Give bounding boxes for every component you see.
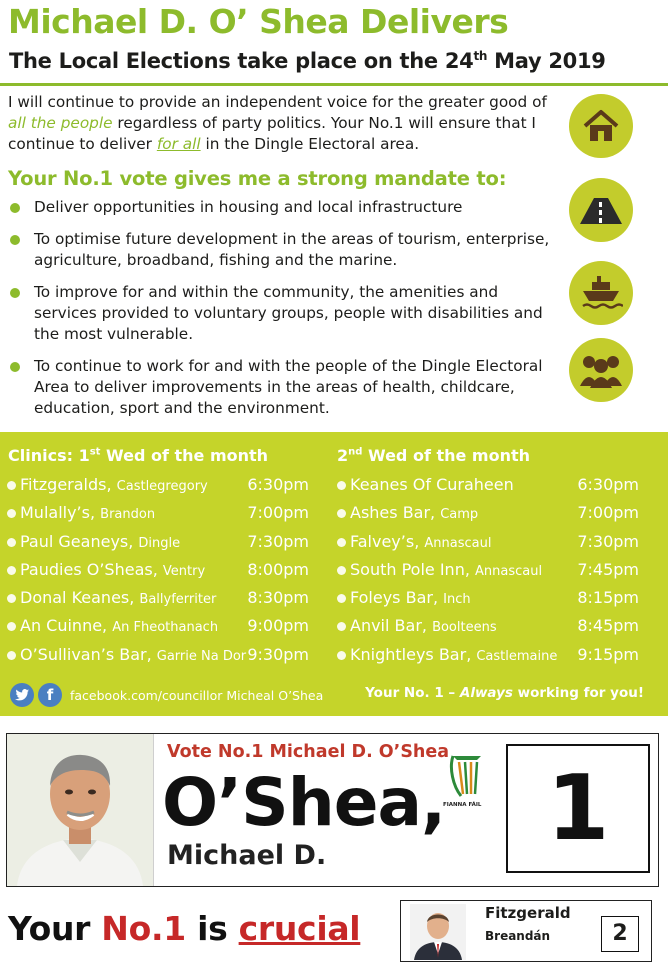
clinics-second-wed-heading	[337, 446, 530, 465]
bullet-dot	[7, 509, 16, 518]
clinic-time: 6:30pm	[247, 475, 309, 494]
mandate-item: To optimise future development in the areas of tourism, enterprise, agriculture, broadband, fishing and the marine.	[8, 229, 563, 271]
header-divider	[0, 83, 668, 86]
first-wed-clinic-list	[7, 471, 312, 669]
venue-name: Donal Keanes,	[20, 588, 140, 608]
candidate-surname: O’Shea,	[162, 764, 446, 841]
clinic-venue	[350, 528, 491, 558]
party-name: FIANNA FÁIL	[443, 802, 482, 808]
venue-name: South Pole Inn,	[350, 559, 475, 579]
subtitle-text-post: May 2019	[487, 49, 606, 73]
clinic-venue	[350, 556, 542, 586]
facebook-icon[interactable]: f	[38, 683, 62, 707]
clinic-row	[7, 612, 312, 640]
venue-location: Annascaul	[424, 535, 492, 551]
clinic-time: 7:30pm	[247, 531, 309, 551]
vote-line: Vote No.1 Michael D. O’Shea	[167, 742, 450, 762]
road-icon	[569, 178, 633, 242]
facebook-link[interactable]: facebook.com/councillor Micheal O’Shea	[70, 687, 324, 703]
venue-name: O’Sullivan’s Bar,	[20, 644, 157, 664]
venue-location: Brandon	[100, 507, 156, 523]
venue-name: An Cuinne,	[20, 616, 113, 636]
clinic-time: 6:30pm	[577, 475, 639, 494]
clinic-row	[7, 556, 312, 584]
clinic-row	[337, 499, 642, 527]
intro-text-3: in the Dingle Electoral area.	[200, 135, 420, 153]
venue-location: Inch	[443, 592, 471, 608]
clinic-venue	[20, 641, 246, 671]
crucial-slogan	[8, 909, 360, 948]
clinic-row	[337, 528, 642, 556]
clinic-time: 9:15pm	[577, 644, 639, 664]
twitter-icon[interactable]	[10, 683, 34, 707]
clinic-row	[7, 584, 312, 612]
clinic-row	[337, 556, 642, 584]
clinics-first-wed-heading	[8, 446, 268, 465]
venue-location: Dingle	[138, 535, 181, 551]
heading-ordinal: st	[89, 446, 101, 458]
clinic-row	[337, 612, 642, 640]
mandate-item: Deliver opportunities in housing and local infrastructure	[8, 197, 563, 218]
second-candidate-forename: Breandán	[485, 929, 551, 943]
clinic-venue	[20, 471, 208, 501]
clinic-row	[7, 499, 312, 527]
slogan-text: Your No. 1 –	[365, 685, 460, 701]
clinic-venue	[350, 471, 514, 501]
venue-location: An Fheothanach	[112, 620, 219, 636]
candidate-forename: Michael D.	[167, 840, 327, 871]
clinic-row	[7, 641, 312, 669]
social-links	[10, 683, 323, 707]
venue-name: Mulally’s,	[20, 503, 101, 523]
slogan-text: working for you!	[512, 685, 644, 701]
clinic-time: 7:00pm	[247, 503, 309, 523]
crucial-text: Your	[8, 909, 102, 948]
clinic-venue	[20, 528, 180, 558]
bullet-dot	[7, 651, 16, 660]
intro-highlight-for-all: for all	[156, 135, 201, 153]
venue-location: Castlemaine	[476, 648, 558, 664]
clinic-time: 9:00pm	[247, 616, 309, 636]
venue-name: Paul Geaneys,	[20, 531, 139, 551]
bullet-dot	[337, 566, 346, 575]
intro-paragraph	[8, 92, 566, 155]
clinic-venue	[350, 612, 497, 642]
election-date-subtitle	[9, 49, 606, 73]
venue-name: Keanes Of Curaheen	[350, 475, 514, 494]
intro-highlight-all-the-people: all the people	[8, 114, 113, 132]
mandate-heading: Your No.1 vote gives me a strong mandate to:	[8, 167, 507, 190]
venue-name: Foleys Bar,	[350, 588, 444, 608]
bullet-dot	[337, 651, 346, 660]
crucial-number: No.1	[101, 909, 186, 948]
venue-location: Ballyferriter	[139, 592, 217, 608]
people-icon	[569, 338, 633, 402]
ballot-paper-sample	[6, 733, 659, 887]
heading-text: Clinics: 1	[8, 446, 90, 465]
clinic-venue	[350, 641, 557, 671]
clinic-venue	[20, 556, 205, 586]
second-candidate-photo	[410, 904, 466, 960]
venue-location: Boolteens	[432, 620, 497, 636]
house-icon	[569, 94, 633, 158]
bullet-dot	[7, 594, 16, 603]
clinic-venue	[20, 612, 218, 642]
venue-name: Falvey’s,	[350, 531, 425, 551]
clinic-time: 9:30pm	[247, 644, 309, 664]
subtitle-text-pre: The Local Elections take place on the 24	[9, 49, 474, 73]
venue-name: Knightleys Bar,	[350, 644, 477, 664]
heading-text: Wed of the month	[100, 446, 269, 465]
crucial-text: is	[185, 909, 239, 948]
crucial-word: crucial	[238, 909, 361, 948]
mandate-item: To improve for and within the community, the amenities and services provided to voluntary groups, people with disabilities and the most vulnerable.	[8, 282, 563, 345]
venue-name: Paudies O’Sheas,	[20, 559, 163, 579]
clinic-row	[337, 584, 642, 612]
preference-box: 1	[506, 744, 650, 873]
mandate-list	[8, 197, 563, 430]
bullet-dot	[7, 481, 16, 490]
clinic-venue	[350, 499, 478, 529]
clinic-time: 7:00pm	[577, 503, 639, 523]
candidate-photo	[7, 734, 154, 886]
clinic-row	[337, 641, 642, 669]
clinic-row	[7, 471, 312, 499]
heading-ordinal: nd	[348, 446, 363, 458]
second-candidate-surname: Fitzgerald	[485, 904, 571, 922]
intro-text-2: regardless of party politics. Your No.1 will ensure that I continue to deliver	[8, 114, 536, 153]
venue-location: Camp	[440, 507, 479, 523]
heading-text: Wed of the month	[362, 446, 531, 465]
clinic-venue	[350, 584, 471, 614]
bullet-dot	[337, 509, 346, 518]
clinic-row	[7, 528, 312, 556]
venue-location: Ventry	[162, 563, 206, 579]
venue-location: Garrie Na Dor	[156, 648, 247, 664]
clinic-time: 7:30pm	[577, 531, 639, 551]
subtitle-ordinal: th	[473, 49, 488, 63]
clinics-panel	[0, 432, 668, 716]
second-preference-box: 2	[601, 916, 639, 952]
clinic-time: 7:45pm	[577, 559, 639, 579]
mandate-item: To continue to work for and with the people of the Dingle Electoral Area to deliver improvements in the areas of health, childcare, education, sport and the environment.	[8, 356, 563, 419]
slogan-italic: Always	[459, 685, 513, 701]
bullet-dot	[337, 622, 346, 631]
fianna-fail-logo-icon	[447, 746, 487, 798]
clinic-time: 8:45pm	[577, 616, 639, 636]
bullet-dot	[337, 481, 346, 490]
second-wed-clinic-list	[337, 471, 642, 669]
clinic-time: 8:00pm	[247, 559, 309, 579]
ship-icon	[569, 261, 633, 325]
bullet-dot	[337, 594, 346, 603]
venue-name: Ashes Bar,	[350, 503, 441, 523]
bullet-dot	[7, 622, 16, 631]
slogan	[365, 685, 644, 701]
venue-name: Fitzgeralds,	[20, 475, 117, 494]
clinic-time: 8:15pm	[577, 588, 639, 608]
venue-name: Anvil Bar,	[350, 616, 433, 636]
clinic-venue	[20, 584, 216, 614]
venue-location: Annascaul	[475, 563, 543, 579]
venue-location: Castlegregory	[116, 479, 208, 494]
bullet-dot	[337, 538, 346, 547]
heading-text: 2	[337, 446, 349, 465]
clinic-venue	[20, 499, 155, 529]
intro-text-1: I will continue to provide an independent voice for the greater good of	[8, 93, 547, 111]
clinic-time: 8:30pm	[247, 588, 309, 608]
clinic-row	[337, 471, 642, 499]
page-title: Michael D. O’ Shea Delivers	[8, 2, 509, 41]
bullet-dot	[7, 566, 16, 575]
second-candidate-box	[400, 900, 652, 962]
bullet-dot	[7, 538, 16, 547]
